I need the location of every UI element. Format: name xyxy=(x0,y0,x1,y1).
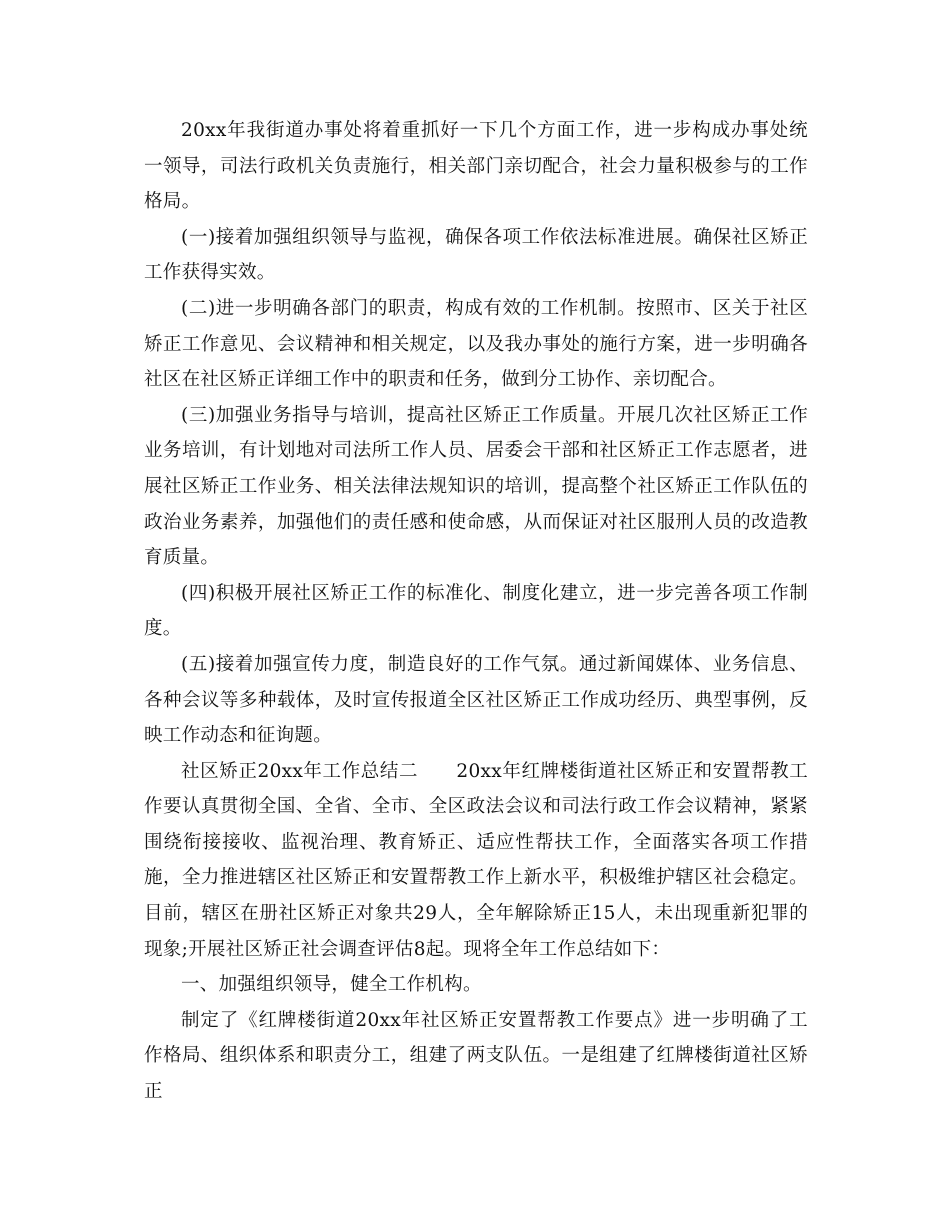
paragraph-item-3: (三)加强业务指导与培训，提高社区矫正工作质量。开展几次社区矫正工作业务培训，有计划地对司法所工作人员、居委会干部和社区矫正工作志愿者，进展社区矫正工作业务、相关法律法规知识的培训，提高整个社区矫正工作队伍的政治业务素养，加强他们的责任感和使命感，从而保证对社区服刑人员的改造教育质量。 xyxy=(144,404,808,569)
paragraph-item-4: (四)积极开展社区矫正工作的标准化、制度化建立，进一步完善各项工作制度。 xyxy=(144,582,808,640)
paragraph-summary-two: 社区矫正20xx年工作总结二 20xx年红牌楼街道社区矫正和安置帮教工作要认真贯彻全国、全省、全市、全区政法会议和司法行政工作会议精神，紧紧围绕衔接接收、监视治理、教育矫正、适应性帮扶工作，全面落实各项工作措施，全力推进辖区社区矫正和安置帮教工作上新水平，积极维护辖区社会稳定。目前，辖区在册社区矫正对象共29人，全年解除矫正15人，未出现重新犯罪的现象;开展社区矫正社会调查评估8起。现将全年工作总结如下： xyxy=(144,760,808,960)
paragraph-item-5: (五)接着加强宣传力度，制造良好的工作气氛。通过新闻媒体、业务信息、各种会议等多种载体，及时宣传报道全区社区矫正工作成功经历、典型事例，反映工作动态和征询题。 xyxy=(144,653,808,747)
document-page xyxy=(144,113,808,1110)
paragraph-section-heading: 一、加强组织领导，健全工作机构。 xyxy=(181,974,482,996)
paragraph-item-2: (二)进一步明确各部门的职责，构成有效的工作机制。按照市、区关于社区矫正工作意见、会议精神和相关规定，以及我办事处的施行方案，进一步明确各社区在社区矫正详细工作中的职责和任务，做到分工协作、亲切配合。 xyxy=(144,297,808,391)
paragraph-item-1: (一)接着加强组织领导与监视，确保各项工作依法标准进展。确保社区矫正工作获得实效。 xyxy=(144,226,808,284)
paragraph-section-body: 制定了《红牌楼街道20xx年社区矫正安置帮教工作要点》进一步明确了工作格局、组织体系和职责分工，组建了两支队伍。一是组建了红牌楼街道社区矫正 xyxy=(144,1009,808,1103)
paragraph-work-plan-intro: 20xx年我街道办事处将着重抓好一下几个方面工作，进一步构成办事处统一领导，司法行政机关负责施行，相关部门亲切配合，社会力量积极参与的工作格局。 xyxy=(144,120,808,213)
